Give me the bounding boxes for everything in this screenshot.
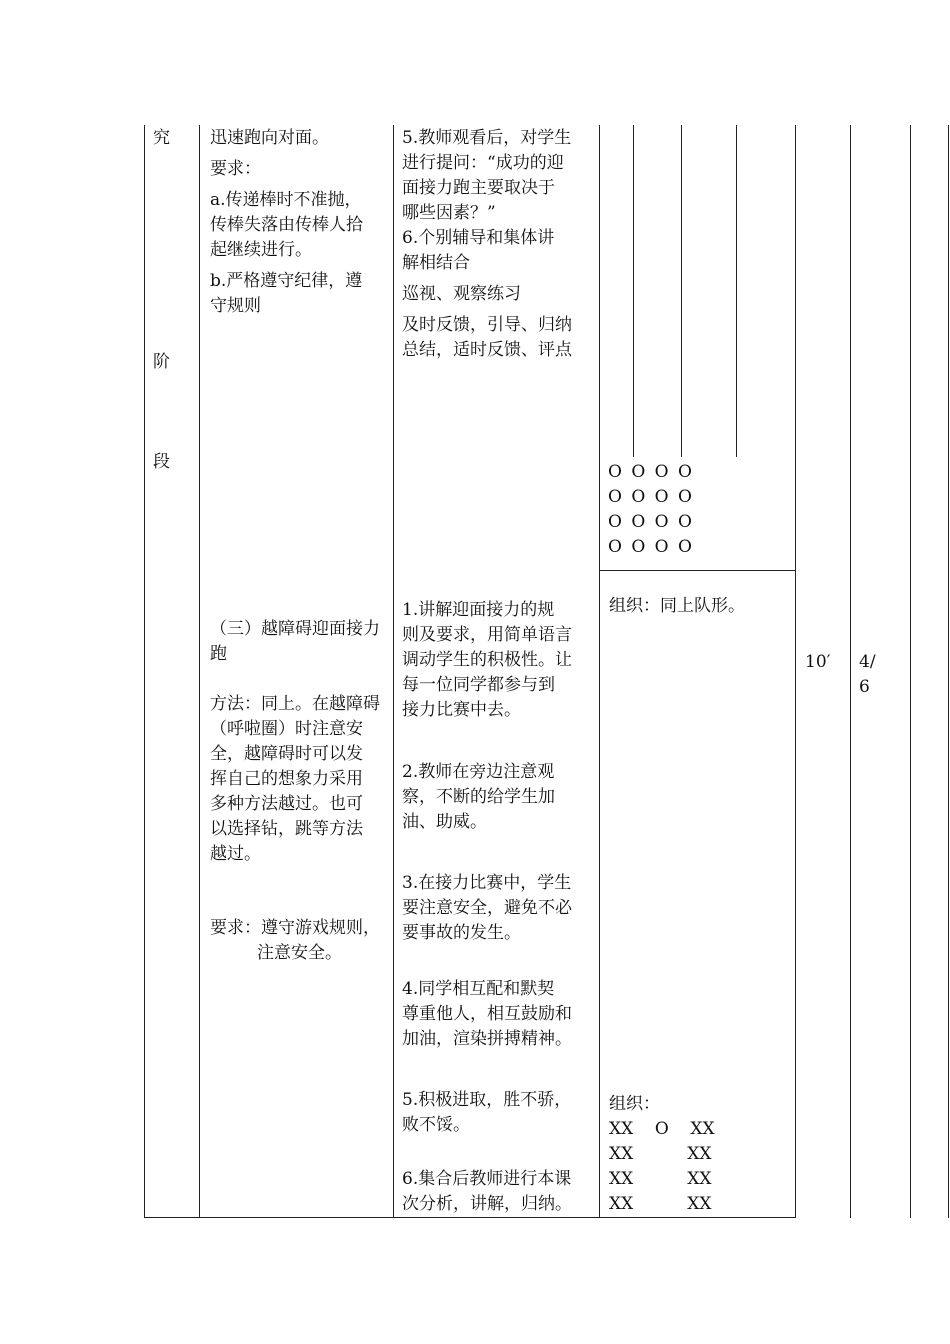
ratio-value: 4/ [859, 652, 876, 672]
requirement-line: 要求：遵守游戏规则， [210, 918, 380, 938]
teacher-item-2: 察，不断的给学生加 [402, 787, 555, 807]
content-line: 要求： [210, 159, 261, 179]
teacher-line: 及时反馈，引导、归纳 [402, 315, 572, 335]
teacher-item-1: 1.讲解迎面接力的规 [402, 600, 555, 620]
teacher-item-5: 5.积极进取，胜不骄， [402, 1090, 572, 1110]
teacher-item-6: 次分析，讲解，归纳。 [402, 1194, 572, 1214]
teacher-line: 解相结合 [402, 253, 470, 273]
col-divider-6 [910, 125, 911, 1218]
lane-line [633, 125, 634, 457]
teacher-line: 巡视、观察练习 [402, 284, 521, 304]
teacher-line: 6.个别辅导和集体讲 [402, 228, 555, 248]
teacher-line: 哪些因素？” [402, 203, 496, 223]
teacher-item-3: 要事故的发生。 [402, 923, 521, 943]
teacher-item-3: 3.在接力比赛中，学生 [402, 873, 572, 893]
organization-label: 组织： [609, 1094, 660, 1114]
table-right-border [948, 125, 949, 1218]
col-divider-1 [199, 125, 200, 1218]
section-title: 跑 [210, 644, 227, 664]
teacher-item-2: 2.教师在旁边注意观 [402, 762, 555, 782]
formation-row: O O O O [608, 462, 692, 482]
method-line: 多种方法越过。也可 [210, 794, 363, 814]
method-line: 全，越障碍时可以发 [210, 744, 363, 764]
method-line: 越过。 [210, 844, 261, 864]
formation-row: XX O XX [609, 1119, 715, 1139]
content-line: 迅速跑向对面。 [210, 128, 329, 148]
lane-line [736, 125, 737, 457]
formation-row: O O O O [608, 512, 692, 532]
time-value: 10′ [805, 652, 831, 672]
ratio-value: 6 [859, 677, 870, 697]
teacher-item-1: 接力比赛中去。 [402, 700, 521, 720]
content-line: 起继续进行。 [210, 240, 312, 260]
teacher-item-4: 4.同学相互配和默契 [402, 979, 555, 999]
teacher-item-1: 则及要求，用简单语言 [402, 625, 572, 645]
col-divider-2 [393, 125, 394, 1218]
section-title: （三）越障碍迎面接力 [210, 619, 380, 639]
diagram-divider [599, 570, 796, 571]
stage-char: 究 [153, 128, 170, 148]
col-divider-4 [795, 125, 796, 1218]
teacher-item-3: 要注意安全，避免不必 [402, 898, 572, 918]
content-line: 守规则 [210, 296, 261, 316]
formation-row: XX XX [609, 1169, 712, 1189]
table-left-border [144, 125, 145, 1218]
teacher-item-5: 败不馁。 [402, 1115, 470, 1135]
teacher-line: 5.教师观看后，对学生 [402, 128, 572, 148]
method-line: 以选择钻，跳等方法 [210, 819, 363, 839]
col-divider-5 [850, 125, 851, 1218]
formation-row: O O O O [608, 537, 692, 557]
teacher-item-6: 6.集合后教师进行本课 [402, 1169, 572, 1189]
col-divider-3 [599, 125, 600, 1218]
method-line: 挥自己的想象力采用 [210, 769, 363, 789]
content-line: b.严格遵守纪律，遵 [210, 271, 363, 291]
teacher-item-1: 调动学生的积极性。让 [402, 650, 572, 670]
stage-char: 段 [153, 452, 170, 472]
method-line: （呼啦圈）时注意安 [210, 719, 363, 739]
lane-line [681, 125, 682, 457]
teacher-item-4: 加油，渲染拼搏精神。 [402, 1029, 572, 1049]
formation-row: XX XX [609, 1144, 712, 1164]
teacher-line: 总结，适时反馈、评点 [402, 340, 572, 360]
teacher-line: 面接力跑主要取决于 [402, 178, 555, 198]
teacher-line: 进行提问：“成功的迎 [402, 153, 564, 173]
content-line: a.传递棒时不准抛， [210, 190, 362, 210]
teacher-item-1: 每一位同学都参与到 [402, 675, 555, 695]
stage-char: 阶 [153, 352, 170, 372]
formation-row: O O O O [608, 487, 692, 507]
formation-row: XX XX [609, 1194, 712, 1214]
method-line: 方法：同上。在越障碍 [210, 694, 380, 714]
organization-note: 组织：同上队形。 [609, 596, 745, 616]
teacher-item-4: 尊重他人，相互鼓励和 [402, 1004, 572, 1024]
requirement-line: 注意安全。 [257, 943, 342, 963]
teacher-item-2: 油、助威。 [402, 812, 487, 832]
content-line: 传棒失落由传棒人拾 [210, 215, 363, 235]
table-bottom-border [144, 1217, 796, 1218]
